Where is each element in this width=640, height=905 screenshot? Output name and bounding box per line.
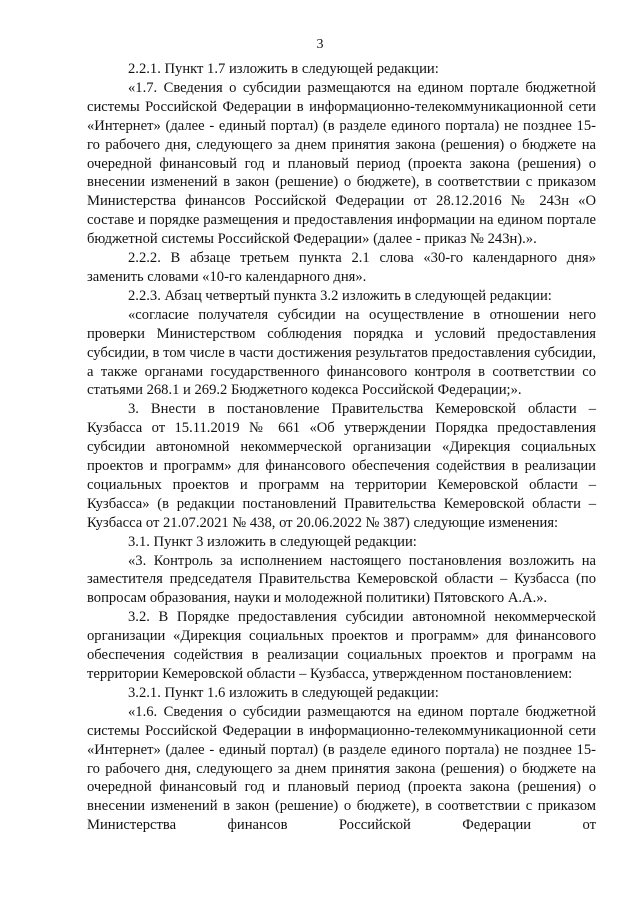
paragraph-consent-text: «согласие получателя субсидии на осуществление в отношении него проверки Министерством соблюдения порядка и условий предоставления субсидии, в том числе в части достижения результатов предоставления субсидии, а также органами государственного финансового контроля в соответствии со статьями 268.1 и 269.2 Бюджетного кодекса Российской Федерации;». [87,306,596,399]
paragraph-3-1-heading: 3.1. Пункт 3 изложить в следующей редакции: [128,533,417,550]
paragraph-1-7-text: «1.7. Сведения о субсидии размещаются на едином портале бюджетной системы Российской Федерации в информационно-телекоммуникационной сети «Интернет» (далее - единый портал) (в разделе единого портала) не позднее 15-го рабочего дня, следующего за днем принятия закона (решения) о бюджете на очередной финансовый год и плановый период (проекта закона (решения) о внесении изменений в закон (решение) о бюджете), в соответствии с приказом Министерства финансов Российской Федерации от 28.12.2016 № 243н «О составе и порядке размещения и предоставления информации на едином портале бюджетной системы Российской Федерации» (далее - приказ № 243н).». [87,79,596,248]
paragraph-3-2-1-heading: 3.2.1. Пункт 1.6 изложить в следующей редакции: [128,684,439,701]
paragraph-2-2-1-heading: 2.2.1. Пункт 1.7 изложить в следующей редакции: [128,61,439,77]
paragraph-2-2-2: 2.2.2. В абзаце третьем пункта 2.1 слова «30-го календарного дня» заменить словами «10-го календарного дня». [87,250,596,285]
paragraph-3-amend-resolution: 3. Внести в постановление Правительства Кемеровской области – Кузбасса от 15.11.2019 № 661 «Об утверждении Порядка предоставления субсидии автономной некоммерческой организации «Дирекция социальных проектов и программ» для финансового обеспечения содействия в реализации социальных проектов и программ на территории Кемеровской области – Кузбасса» (в редакции постановлений Правительства Кемеровской области – Кузбасса от 21.07.2021 № 438, от 20.06.2022 № 387) следующие изменения: [87,401,596,531]
paragraph-1-6-text: «1.6. Сведения о субсидии размещаются на едином портале бюджетной системы Российской Федерации в информационно-телекоммуникационной сети «Интернет» (далее - единый портал) (в разделе единого портала) не позднее 15-го рабочего дня, следующего за днем принятия закона (решения) о бюджете на очередной финансовый год и плановый период (проекта закона (решения) о внесении изменений в закон (решение) о бюджете), в соответствии с приказом Министерства финансов Российской Федерации от [87,703,596,834]
page-number: 3 [316,37,324,52]
paragraph-2-2-3-heading: 2.2.3. Абзац четвертый пункта 3.2 изложить в следующей редакции: [128,287,552,304]
paragraph-control-text: «3. Контроль за исполнением настоящего постановления возложить на заместителя председателя Правительства Кемеровской области – Кузбасса (по вопросам образования, науки и молодежной политики) Пятовского А.А.». [87,552,596,607]
document-body [87,60,596,835]
paragraph-3-2: 3.2. В Порядке предоставления субсидии автономной некоммерческой организации «Дирекция социальных проектов и программ» для финансового обеспечения содействия в реализации социальных проектов и программ на территории Кемеровской области – Кузбасса, утвержденном постановлением: [87,609,596,682]
